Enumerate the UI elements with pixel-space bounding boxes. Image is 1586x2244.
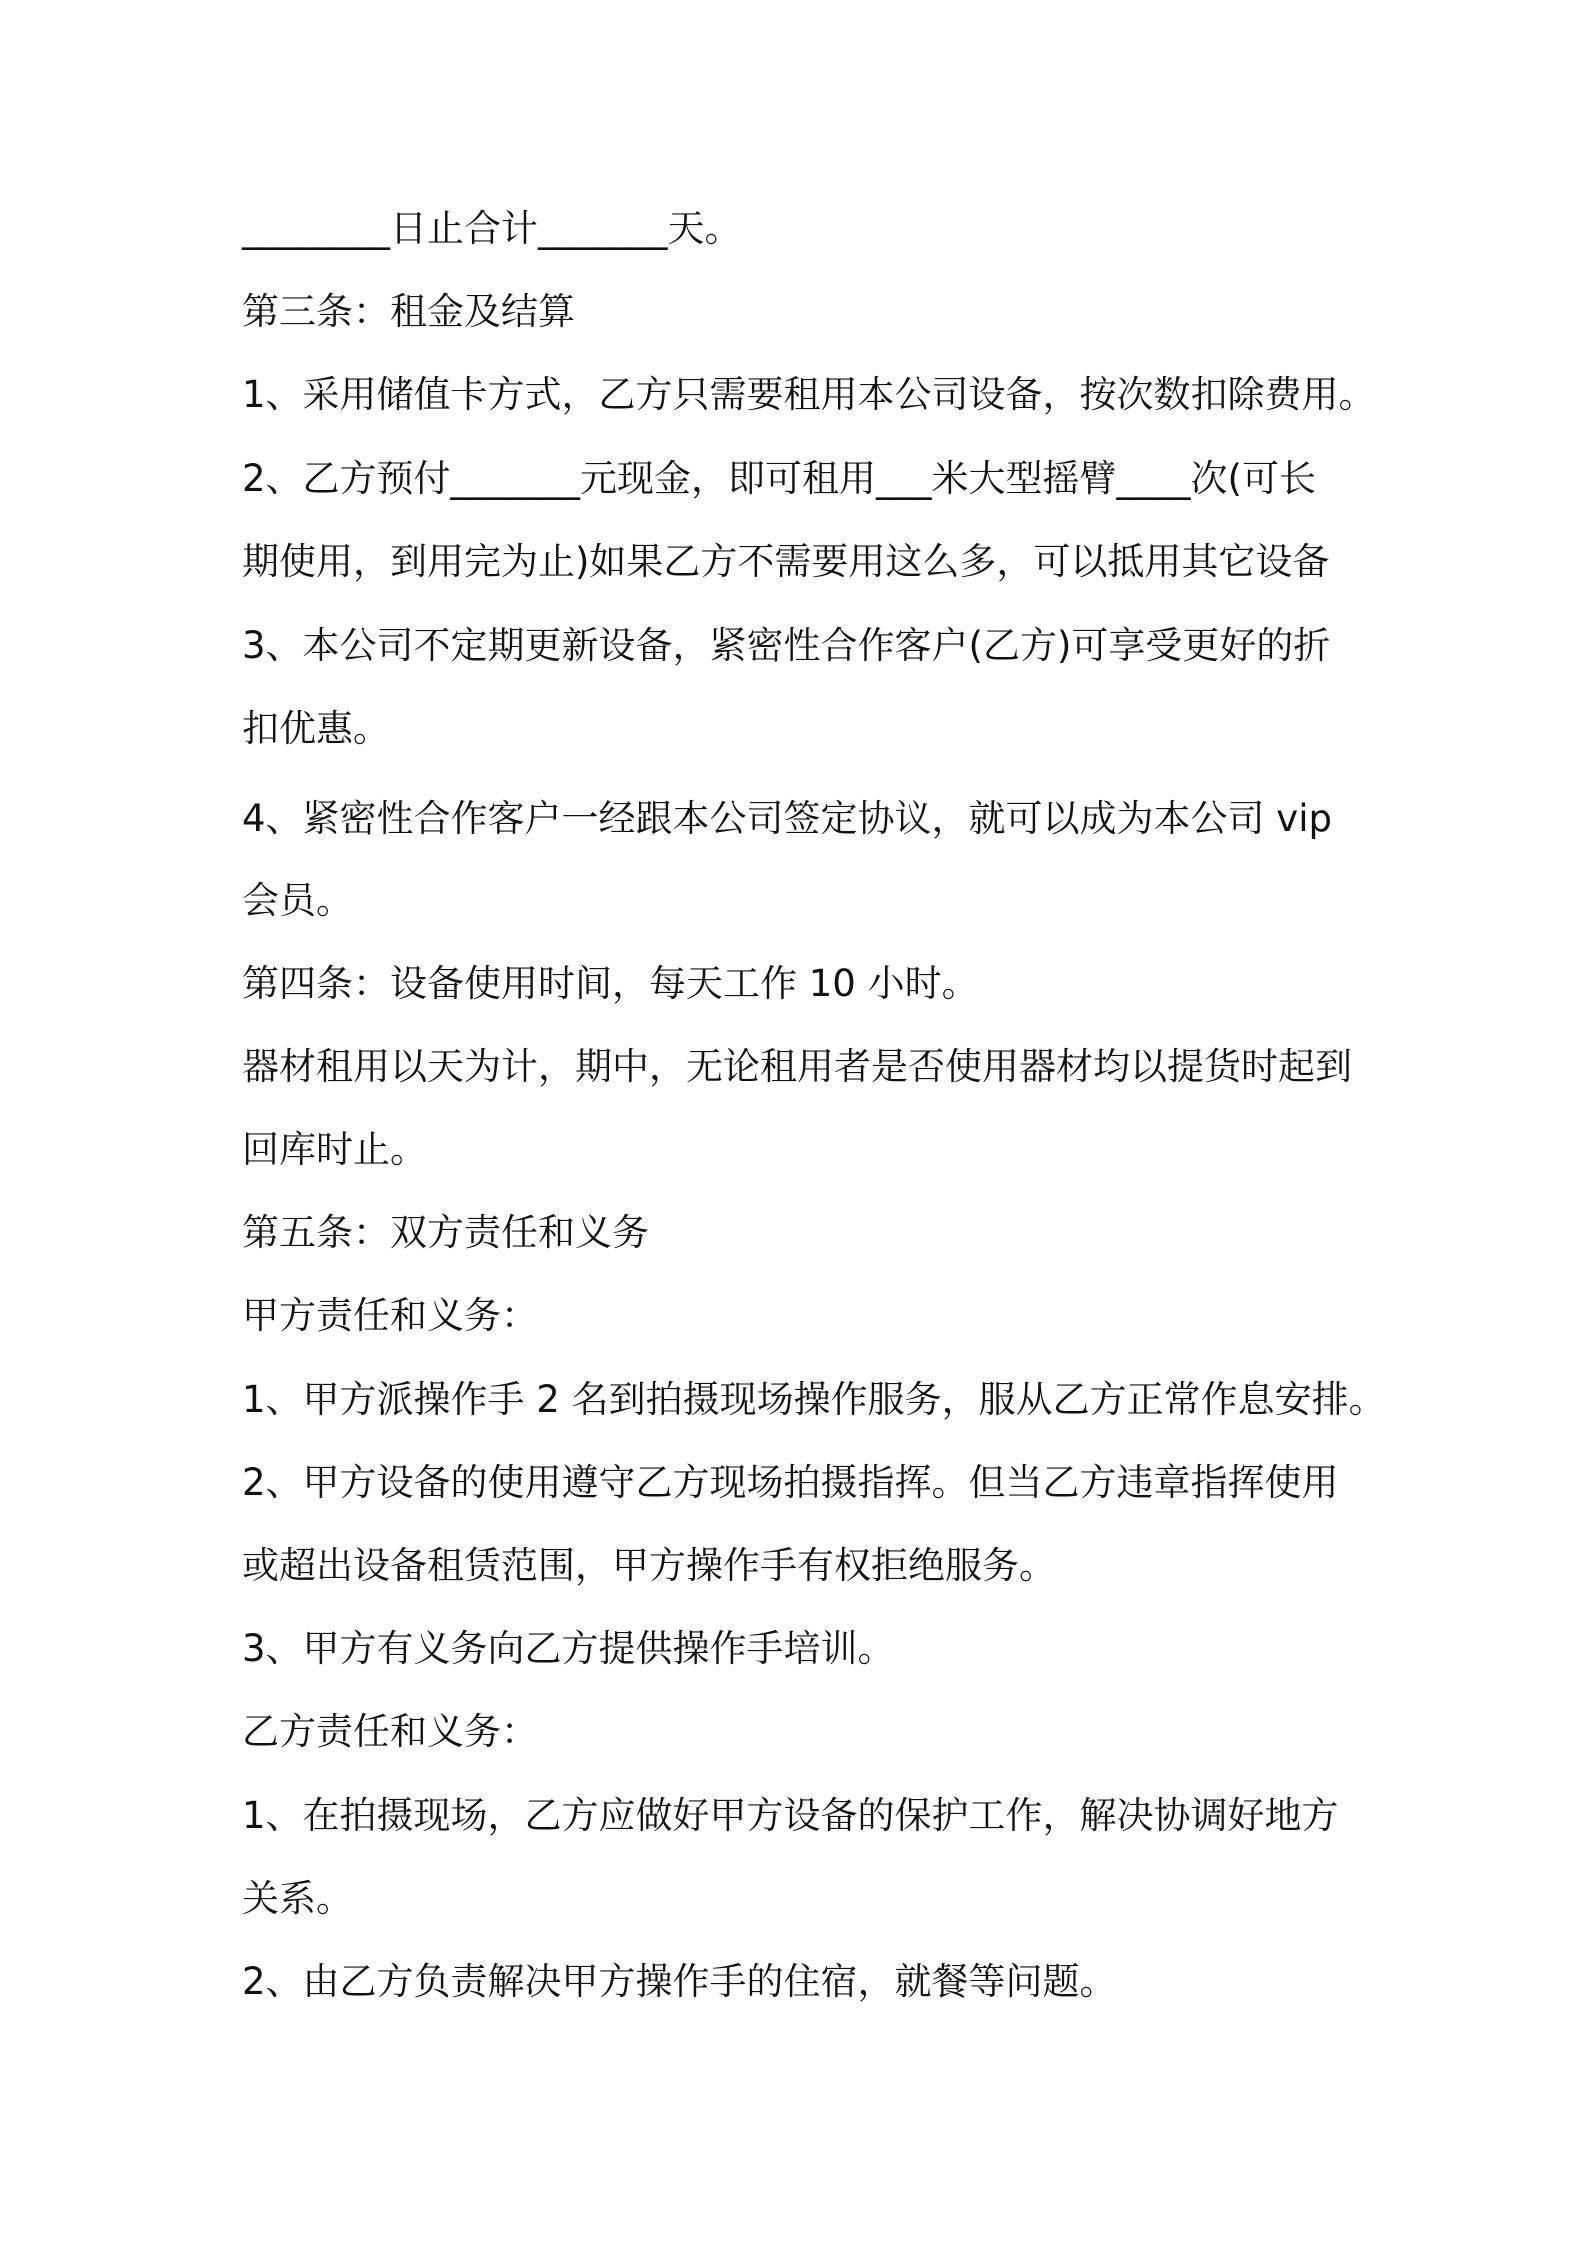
- text-line: 或超出设备租赁范围，甲方操作手有权拒绝服务。: [242, 1544, 1056, 1587]
- text-line: 关系。: [242, 1877, 353, 1920]
- text-line: 2、由乙方负责解决甲方操作手的住宿，就餐等问题。: [242, 1960, 1117, 2003]
- text-line: 4、紧密性合作客户一经跟本公司签定协议，就可以成为本公司 vip: [242, 797, 1332, 840]
- section-heading: 第五条：双方责任和义务: [242, 1211, 649, 1254]
- text-line: 扣优惠。: [242, 707, 390, 750]
- text-line: 1、在拍摄现场，乙方应做好甲方设备的保护工作，解决协调好地方: [242, 1794, 1339, 1837]
- section-heading: 第四条：设备使用时间，每天工作 10 小时。: [242, 962, 979, 1005]
- sub-heading: 甲方责任和义务：: [242, 1294, 538, 1337]
- section-heading: 第三条：租金及结算: [242, 290, 575, 333]
- text-line: 期使用，到用完为止)如果乙方不需要用这么多，可以抵用其它设备: [242, 540, 1330, 583]
- text-line: 3、本公司不定期更新设备，紧密性合作客户(乙方)可享受更好的折: [242, 624, 1331, 667]
- text-line: 回库时止。: [242, 1128, 427, 1171]
- text-line: 2、乙方预付_______元现金，即可租用___米大型摇臂____次(可长: [242, 457, 1316, 500]
- text-line: 2、甲方设备的使用遵守乙方现场拍摄指挥。但当乙方违章指挥使用: [242, 1461, 1339, 1504]
- text-line: ________日止合计_______天。: [242, 207, 742, 250]
- text-line: 1、采用储值卡方式，乙方只需要租用本公司设备，按次数扣除费用。: [242, 373, 1376, 416]
- text-line: 器材租用以天为计，期中，无论租用者是否使用器材均以提货时起到: [242, 1045, 1352, 1088]
- text-line: 1、甲方派操作手 2 名到拍摄现场操作服务，服从乙方正常作息安排。: [242, 1378, 1386, 1421]
- text-line: 3、甲方有义务向乙方提供操作手培训。: [242, 1627, 895, 1670]
- sub-heading: 乙方责任和义务：: [242, 1710, 538, 1753]
- text-line: 会员。: [242, 879, 353, 922]
